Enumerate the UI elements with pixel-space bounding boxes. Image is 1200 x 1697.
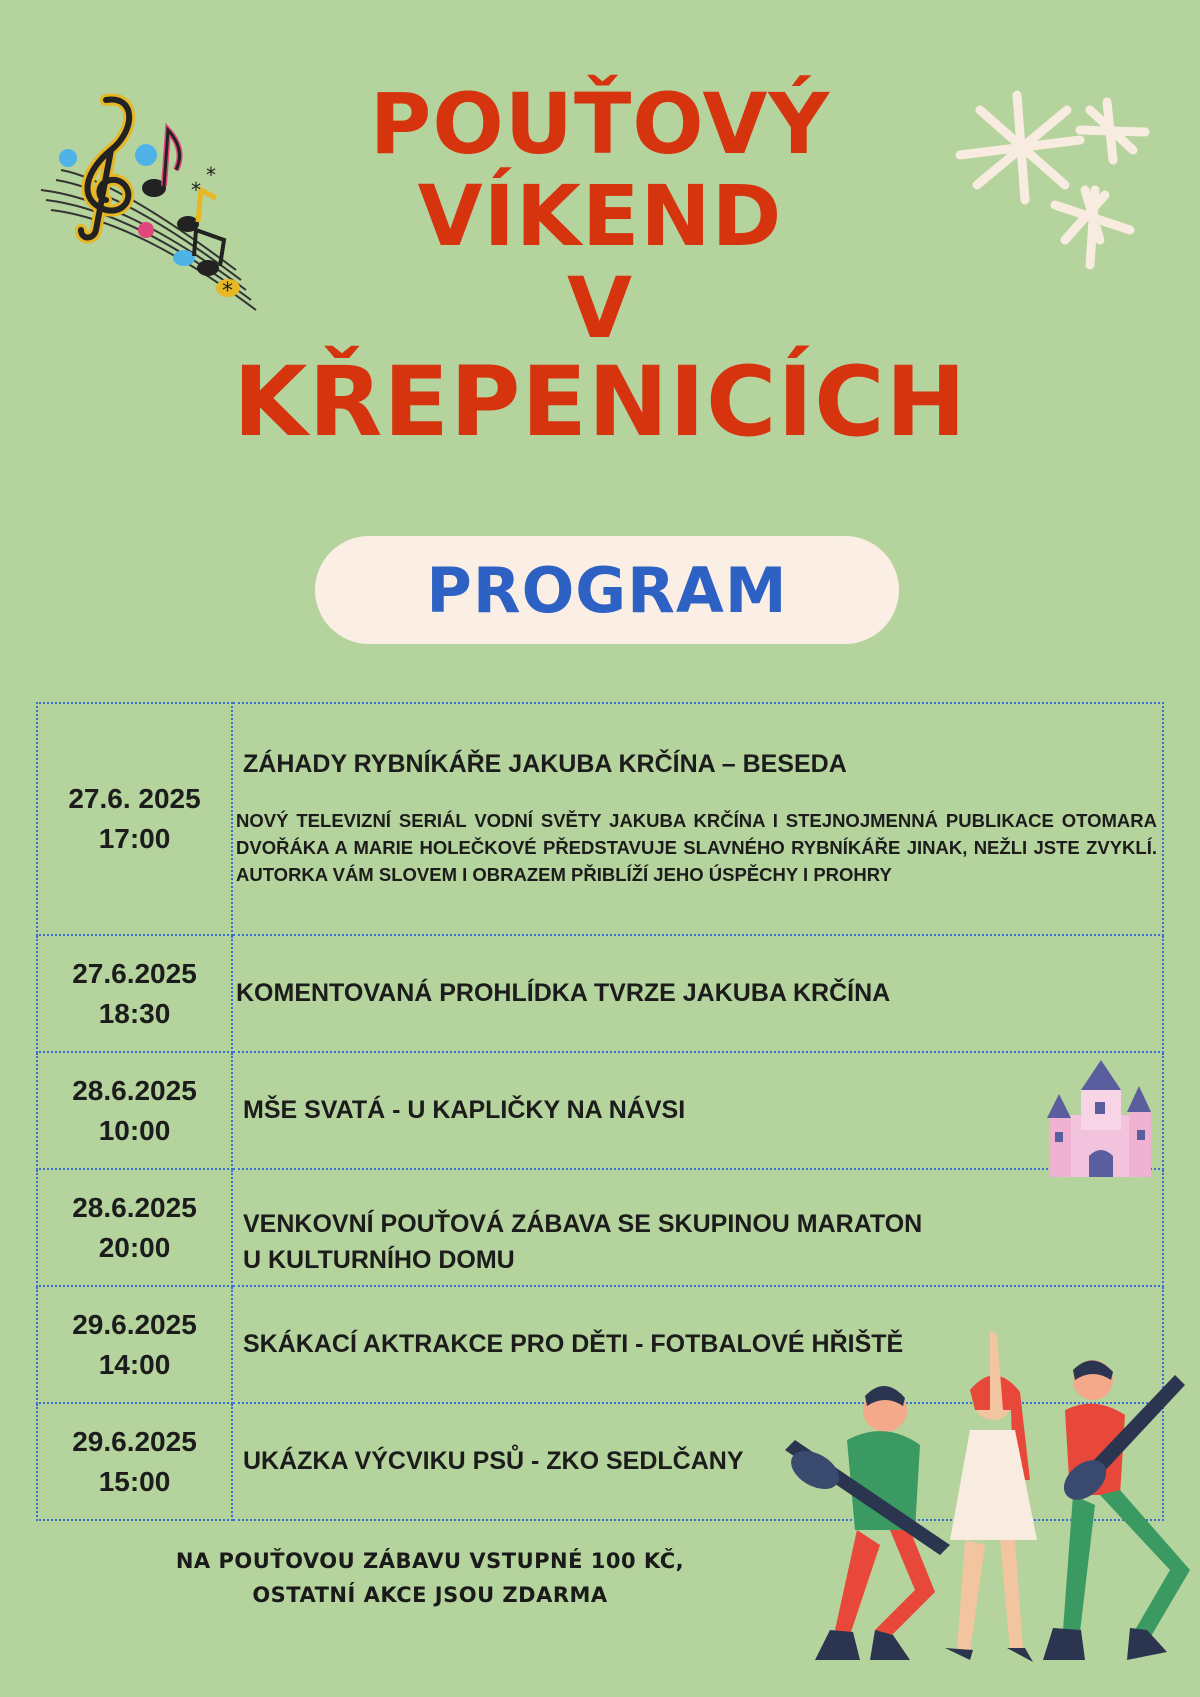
event-datetime — [37, 1052, 232, 1169]
event-date: 27.6.2025 — [72, 957, 197, 989]
svg-text:*: * — [191, 178, 201, 202]
event-time: 14:00 — [98, 1348, 171, 1380]
event-title-line-2: U KULTURNÍHO DOMU — [243, 1245, 515, 1274]
event-date: 28.6.2025 — [72, 1074, 197, 1106]
svg-text:*: * — [222, 279, 233, 304]
castle-icon — [1043, 1060, 1158, 1180]
event-title: VENKOVNÍ POUŤOVÁ ZÁBAVA SE SKUPINOU MARATON — [243, 1209, 923, 1238]
footer-line-2: OSTATNÍ AKCE JSOU ZDARMA — [252, 1583, 608, 1607]
program-heading: PROGRAM — [426, 553, 788, 627]
event-time: 15:00 — [98, 1465, 171, 1497]
title-line-4: KŘEPENICÍCH — [233, 346, 967, 458]
event-details — [232, 1169, 1163, 1286]
band-musicians-illustration — [775, 1330, 1195, 1690]
sparkle-stars-icon — [955, 90, 1155, 280]
event-title: MŠE SVATÁ - U KAPLIČKY NA NÁVSI — [232, 1052, 1163, 1169]
event-description: NOVÝ TELEVIZNÍ SERIÁL VODNÍ SVĚTY JAKUBA KRČÍNA I STEJNOJMENNÁ PUBLIKACE OTOMARA DVOŘÁKA A MARIE HOLEČKOVÉ PŘEDSTAVUJE SLAVNÉHO RYBNÍKÁŘE JINAK, NEŽLI JSTE ZVYKLÍ. AUTORKA VÁM SLOVEM I OBRAZEM PŘIBLÍŽÍ JEHO ÚSPĚCHY I PROHRY — [236, 810, 1157, 885]
event-time: 10:00 — [98, 1114, 171, 1146]
footer-note — [150, 1544, 710, 1612]
event-datetime — [37, 1403, 232, 1520]
event-title: SKÁKACÍ AKTRAKCE PRO DĚTI - FOTBALOVÉ HŘIŠTĚ — [232, 1286, 1163, 1403]
event-datetime — [37, 1169, 232, 1286]
event-title: UKÁZKA VÝCVIKU PSŮ - ZKO SEDLČANY — [232, 1403, 1163, 1520]
table-row — [37, 1052, 1163, 1169]
title-line-3: V — [566, 259, 633, 357]
table-row — [37, 1169, 1163, 1286]
event-datetime — [37, 1286, 232, 1403]
program-heading-pill — [315, 536, 899, 644]
music-notes-icon — [36, 90, 266, 320]
event-datetime — [37, 935, 232, 1052]
event-date: 29.6.2025 — [72, 1308, 197, 1340]
svg-text:*: * — [206, 163, 216, 187]
event-details — [232, 703, 1163, 935]
event-time: 18:30 — [98, 997, 171, 1029]
event-title: ZÁHADY RYBNÍKÁŘE JAKUBA KRČÍNA – BESEDA — [243, 750, 847, 778]
event-date: 28.6.2025 — [72, 1191, 197, 1223]
event-title: KOMENTOVANÁ PROHLÍDKA TVRZE JAKUBA KRČÍNA — [232, 935, 1163, 1052]
event-date: 29.6.2025 — [72, 1425, 197, 1457]
title-line-2: VÍKEND — [417, 167, 783, 265]
event-datetime — [37, 703, 232, 935]
table-row — [37, 935, 1163, 1052]
event-time: 20:00 — [98, 1231, 171, 1263]
event-date: 27.6. 2025 — [68, 783, 201, 814]
table-row — [37, 703, 1163, 935]
footer-line-1: NA POUŤOVOU ZÁBAVU VSTUPNÉ 100 KČ, — [175, 1549, 685, 1573]
title-line-1: POUŤOVÝ — [369, 75, 831, 173]
event-time: 17:00 — [98, 823, 171, 854]
